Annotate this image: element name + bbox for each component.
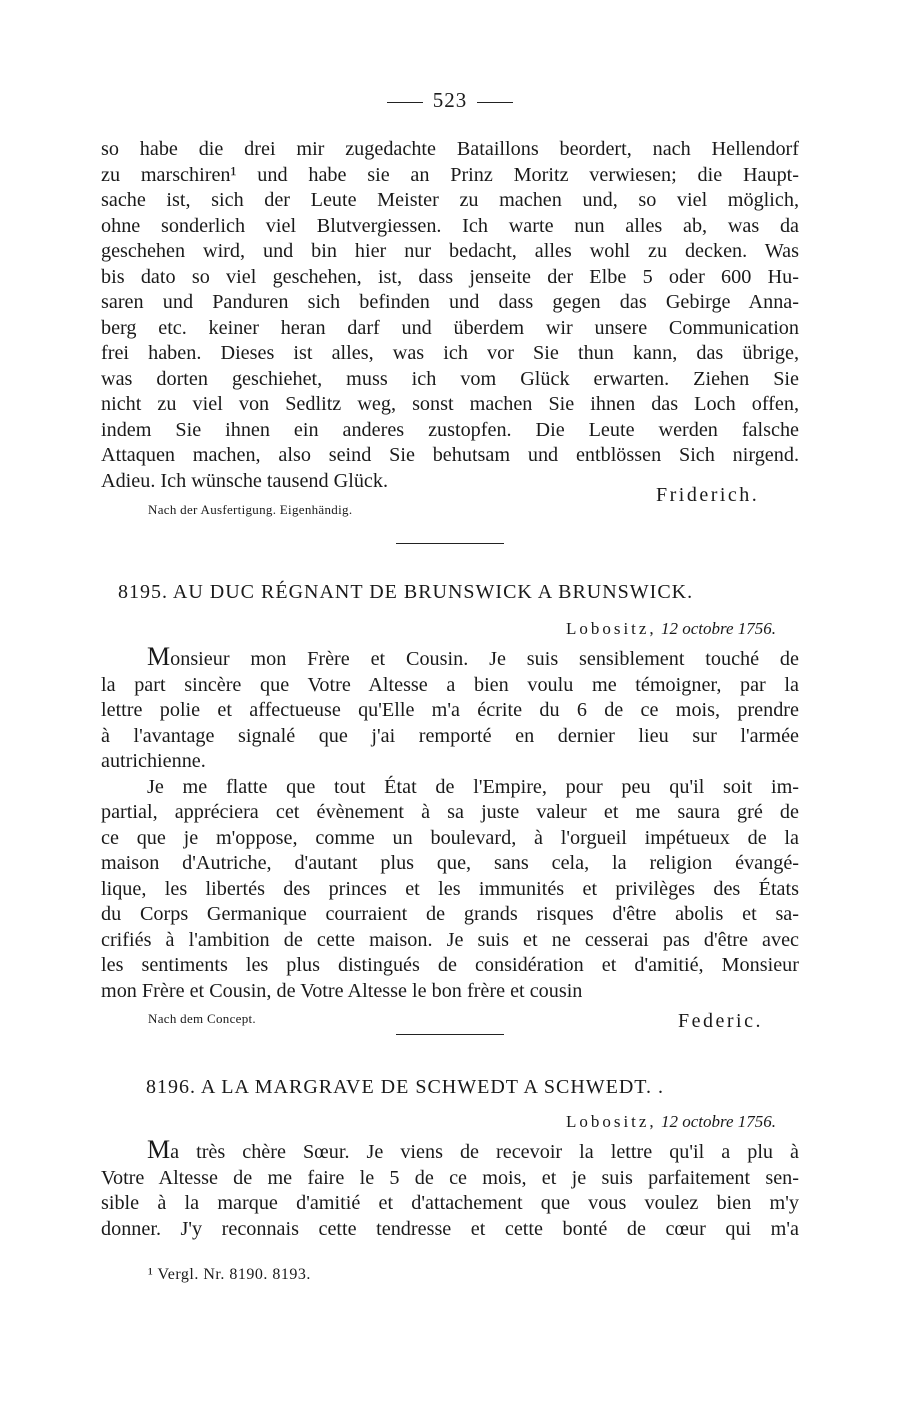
- page-number: 523: [432, 88, 468, 112]
- initial-letter: M: [147, 1135, 171, 1164]
- text-line: crifiés à l'ambition de cette maison. Je suis et ne cesserai pas d'être avec: [101, 928, 799, 951]
- text-line: Votre Altesse de me faire le 5 de ce mois, et je suis parfaitement sen-: [101, 1166, 799, 1189]
- text-line: Adieu. Ich wünsche tausend Glück.: [101, 469, 389, 492]
- text-line: lettre polie et affectueuse qu'Elle m'a écrite du 6 de ce mois, prendre: [101, 699, 799, 721]
- signature-federic: Federic.: [678, 1010, 763, 1032]
- dateline-place: Lobositz,: [565, 1112, 657, 1131]
- dateline-8195: [566, 619, 776, 639]
- footnote: ¹ Vergl. Nr. 8190. 8193.: [148, 1266, 311, 1283]
- letter-continuation-text: [101, 137, 799, 494]
- letter-heading-8196: 8196. A LA MARGRAVE DE SCHWEDT A SCHWEDT. .: [146, 1076, 665, 1098]
- signature-friderich: Friderich.: [656, 484, 760, 506]
- text-line: autrichienne.: [101, 750, 206, 772]
- separator-rule: [396, 1034, 504, 1035]
- text-line: zu marschiren¹ und habe sie an Prinz Moritz verwiesen; die Haupt-: [101, 163, 799, 186]
- text-line: ohne sonderlich viel Blutvergiessen. Ich warte nun alles ab, was da: [101, 214, 799, 237]
- text-line: [101, 644, 799, 673]
- text-line: du Corps Germanique courraient de grands risques d'être abolis et sa-: [101, 903, 799, 925]
- letter-8196-body: [101, 1137, 799, 1242]
- text-line: bis dato so viel geschehen, ist, dass jenseite der Elbe 5 oder 600 Hu-: [101, 265, 799, 288]
- text-run: a très chère Sœur. Je viens de recevoir la lettre qu'il a plu à: [170, 1141, 799, 1163]
- text-line: à l'avantage signalé que j'ai remporté en dernier lieu sur l'armée: [101, 724, 799, 747]
- dateline-date: 12 octobre 1756.: [660, 619, 776, 638]
- text-line: Je me flatte que tout État de l'Empire, pour peu qu'il soit im-: [147, 775, 799, 798]
- letter-heading-8195: 8195. AU DUC RÉGNANT DE BRUNSWICK A BRUNSWICK.: [118, 581, 694, 603]
- text-line: ce que je m'oppose, comme un boulevard, à l'orgueil impétueux de la: [101, 826, 799, 849]
- text-line: berg etc. keiner heran darf und überdem wir unsere Communication: [101, 316, 799, 339]
- text-line: saren und Panduren sich befinden und dass gegen das Gebirge Anna-: [101, 291, 799, 313]
- dateline-8196: [566, 1112, 776, 1132]
- text-line: nicht zu viel von Sedlitz weg, sonst machen Sie ihnen das Loch offen,: [101, 393, 799, 415]
- text-line: geschehen wird, und bin hier nur bedacht, alles wohl zu decken. Was: [101, 240, 799, 262]
- text-line: was dorten geschiehet, muss ich vom Glück erwarten. Ziehen Sie: [101, 367, 799, 390]
- text-line: partial, appréciera cet évènement à sa juste valeur et me saura gré de: [101, 801, 799, 823]
- separator-rule: [396, 543, 504, 544]
- text-line: Attaquen machen, also seind Sie behutsam und entblössen Sich nirgend.: [101, 444, 799, 466]
- text-line: maison d'Autriche, d'autant plus que, sans cela, la religion évangé-: [101, 852, 799, 874]
- letter-8195-body: [101, 644, 799, 1004]
- source-note: Nach dem Concept.: [148, 1011, 256, 1026]
- text-line: mon Frère et Cousin, de Votre Altesse le bon frère et cousin: [101, 979, 583, 1002]
- text-line: lique, les libertés des princes et les immunités et privilèges des États: [101, 877, 799, 900]
- header-dash-right: [477, 102, 513, 103]
- initial-letter: M: [147, 642, 171, 671]
- text-line: [101, 1137, 799, 1166]
- dateline-date: 12 octobre 1756.: [660, 1112, 776, 1131]
- text-line: indem Sie ihnen ein anderes zustopfen. Die Leute werden falsche: [101, 418, 799, 441]
- text-line: la part sincère que Votre Altesse a bien voulu me témoigner, par la: [101, 673, 799, 696]
- dateline-place: Lobositz,: [565, 619, 657, 638]
- text-line: donner. J'y reconnais cette tendresse et cette bonté de cœur qui m'a: [101, 1217, 799, 1240]
- text-line: sache ist, sich der Leute Meister zu machen und, so viel möglich,: [101, 189, 799, 211]
- text-line: frei haben. Dieses ist alles, was ich vor Sie thun kann, das übrige,: [101, 342, 799, 364]
- text-line: sible à la marque d'amitié et d'attachement que vous voulez bien m'y: [101, 1192, 799, 1214]
- page-header: [0, 88, 900, 113]
- text-line: les sentiments les plus distingués de considération et d'amitié, Monsieur: [101, 954, 799, 976]
- text-run: onsieur mon Frère et Cousin. Je suis sensiblement touché de: [170, 648, 799, 670]
- header-dash-left: [387, 102, 423, 103]
- text-line: so habe die drei mir zugedachte Bataillons beordert, nach Hellendorf: [101, 138, 799, 160]
- source-note: Nach der Ausfertigung. Eigenhändig.: [148, 502, 353, 517]
